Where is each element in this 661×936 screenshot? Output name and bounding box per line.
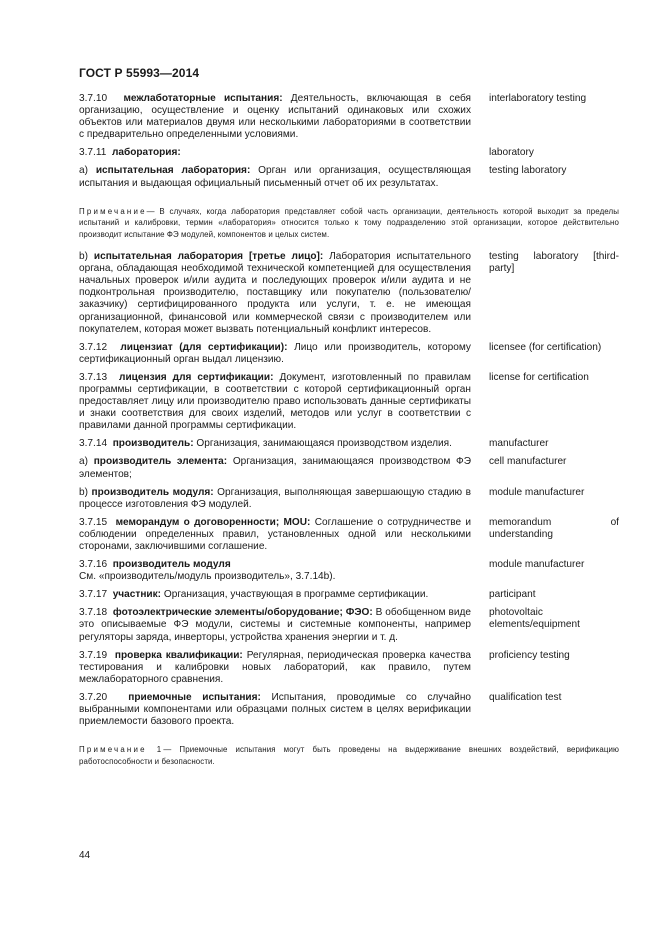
term-entry: [79, 650, 619, 686]
term-russian: [79, 147, 471, 159]
term-name: испытательная лаборатория:: [95, 165, 251, 177]
term-definition: См. «производитель/модуль производитель», 3.7.14b).: [79, 571, 336, 583]
term-russian: [79, 559, 471, 583]
term-english: licensee (for certification): [489, 341, 602, 353]
term-definition: Орган или организация, осуществляющая испытания и выдающая официальный письменный отчет об их результатах.: [79, 165, 471, 189]
term-number: а): [79, 165, 88, 177]
term-russian: [79, 692, 471, 728]
term-entry: [79, 93, 619, 141]
term-entry: [79, 372, 619, 432]
term-english: cell manufacturer: [489, 456, 567, 468]
term-english: photovoltaic elements/equipment: [489, 607, 580, 631]
term-definition: Соглашение о сотрудничестве и соблюдении определенных правил, установленных одной или несколькими сторонами, заключившими соглашение.: [79, 516, 472, 553]
term-definition: Регулярная, периодическая проверка качества тестирования и калибровки новых лабораторий, как правило, путем межлабораторного сравнения.: [79, 649, 471, 685]
term-russian: [79, 438, 471, 450]
term-number: 3.7.19: [79, 649, 108, 661]
note: [79, 744, 619, 768]
term-definition: Организация, участвующая в программе сертификации.: [163, 589, 429, 601]
term-name: производитель элемента:: [93, 456, 228, 468]
term-russian: [79, 517, 471, 553]
term-number: 3.7.20: [79, 691, 108, 703]
term-name: меморандум о договоренности; MOU:: [115, 516, 311, 528]
term-name: межлаботаторные испытания:: [123, 93, 283, 104]
term-definition: В обобщенном виде это описываемые ФЭ модули, системы и системные компоненты, например регуляторы заряда, инверторы, устройства хранения энергии и т. д.: [79, 607, 471, 643]
term-english: laboratory: [489, 147, 534, 159]
term-number: 3.7.15: [79, 516, 108, 528]
term-definition: Документ, изготовленный по правилам программы сертификации, в соответствии с которой сертификационный орган предоставляет лицу или производителю право использовать данные сертификаты и знаки соответствия для своих изделий, методов или услуг в соответствии с правилами данной программы сертификации.: [79, 371, 471, 432]
term-number: b): [79, 486, 88, 498]
term-number: 3.7.11: [79, 147, 107, 159]
term-english: license for certification: [489, 371, 589, 383]
term-english: testing laboratory [third-party]: [489, 251, 619, 275]
note-label: Примечание 1: [79, 745, 164, 755]
term-definition: Испытания, проводимые со случайно выбранными компонентами или образцами полных систем в целях верификации приемлемости базового проекта.: [79, 691, 472, 728]
term-number: 3.7.10: [79, 93, 108, 104]
note-label: Примечание: [79, 206, 147, 216]
term-english: interlaboratory testing: [489, 93, 587, 104]
term-english: testing laboratory: [489, 165, 567, 177]
term-russian: [79, 456, 471, 480]
term-russian: [79, 251, 471, 336]
term-definition: Организация, занимающаяся производством ФЭ элементов;: [79, 456, 471, 480]
term-name: фотоэлектрические элементы/оборудование; ФЭО:: [112, 607, 373, 619]
note-text: — Приемочные испытания могут быть проведены на выдерживание внешних воздействий, верификацию работоспособности и безопасности.: [79, 745, 620, 767]
term-name: лицензиат (для сертификации):: [120, 341, 288, 353]
note: [79, 206, 619, 241]
term-name: лаборатория:: [111, 147, 181, 159]
term-number: а): [79, 456, 88, 468]
term-entry: [79, 251, 619, 336]
term-entry: [79, 342, 619, 366]
term-entry: [79, 559, 619, 583]
term-number: 3.7.13: [79, 371, 108, 383]
term-name: приемочные испытания:: [128, 691, 261, 703]
term-number: 3.7.16: [79, 559, 108, 571]
term-entry: [79, 456, 619, 480]
term-number: b): [79, 251, 88, 263]
term-entry: [79, 165, 619, 189]
term-number: 3.7.12: [79, 341, 108, 353]
term-entry: [79, 147, 619, 159]
terms-list: [79, 93, 619, 768]
term-name: участник:: [112, 589, 162, 601]
page-number: 44: [79, 850, 91, 861]
term-russian: [79, 650, 471, 686]
term-name: производитель модуля: [112, 559, 231, 571]
term-english: module manufacturer: [489, 559, 585, 571]
term-english: memorandum of understanding: [489, 516, 619, 540]
term-russian: [79, 589, 471, 601]
term-russian: [79, 487, 471, 511]
term-definition: Организация, выполняющая завершающую стадию в процессе изготовления ФЭ модулей.: [79, 486, 471, 510]
term-english: module manufacturer: [489, 486, 585, 498]
term-entry: [79, 589, 619, 601]
term-definition: Лицо или производитель, которому сертификационный орган выдал лицензию.: [79, 341, 471, 365]
term-entry: [79, 607, 619, 643]
term-english: qualification test: [489, 691, 562, 703]
document-header: ГОСТ Р 55993—2014: [79, 66, 200, 80]
term-russian: [79, 372, 471, 432]
term-entry: [79, 487, 619, 511]
term-russian: [79, 342, 471, 366]
term-definition: Лаборатория испытательного органа, обладающая необходимой технической компетенцией для осуществления начальных проверок и/или аудита и последующих проверок и/или аудита и не подконтрольная производителю, поставщику или покупателю (пользователю/заказчику) сертифицированного продукта или услуги, т. е. не имеющая организационной, финансовой или коммерческой связи с производителем или покупателем, которая может вызвать потенциальный конфликт интересов.: [79, 251, 472, 335]
term-name: производитель:: [112, 438, 194, 450]
term-entry: [79, 438, 619, 450]
term-english: manufacturer: [489, 438, 549, 450]
term-name: испытательная лаборатория [третье лицо]:: [93, 251, 324, 263]
term-name: производитель модуля:: [91, 486, 214, 498]
term-definition: Организация, занимающаяся производством изделия.: [196, 438, 452, 450]
term-number: 3.7.17: [79, 589, 108, 601]
term-number: 3.7.18: [79, 607, 108, 619]
term-entry: [79, 517, 619, 553]
term-russian: [79, 165, 471, 189]
term-russian: [79, 93, 471, 141]
term-number: 3.7.14: [79, 438, 108, 450]
term-definition: Деятельность, включающая в себя организацию, осуществление и оценку испытаний одинаковых или схожих объектов или материалов двумя или несколькими лабораториями в соответствии с предварительно определенными условиями.: [79, 93, 471, 141]
term-name: проверка квалификации:: [114, 649, 243, 661]
term-entry: [79, 692, 619, 728]
term-english: participant: [489, 589, 536, 601]
term-name: лицензия для сертификации:: [119, 371, 274, 383]
term-russian: [79, 607, 471, 643]
term-english: proficiency testing: [489, 649, 570, 661]
note-text: — В случаях, когда лаборатория представляет собой часть организации, деятельность которой выходит за пределы испытаний и калибровки, термин «лаборатория» относится только к тому подразделению этой организации, которое действительно производит испытание ФЭ модулей, компонентов и целых систем.: [79, 206, 619, 240]
